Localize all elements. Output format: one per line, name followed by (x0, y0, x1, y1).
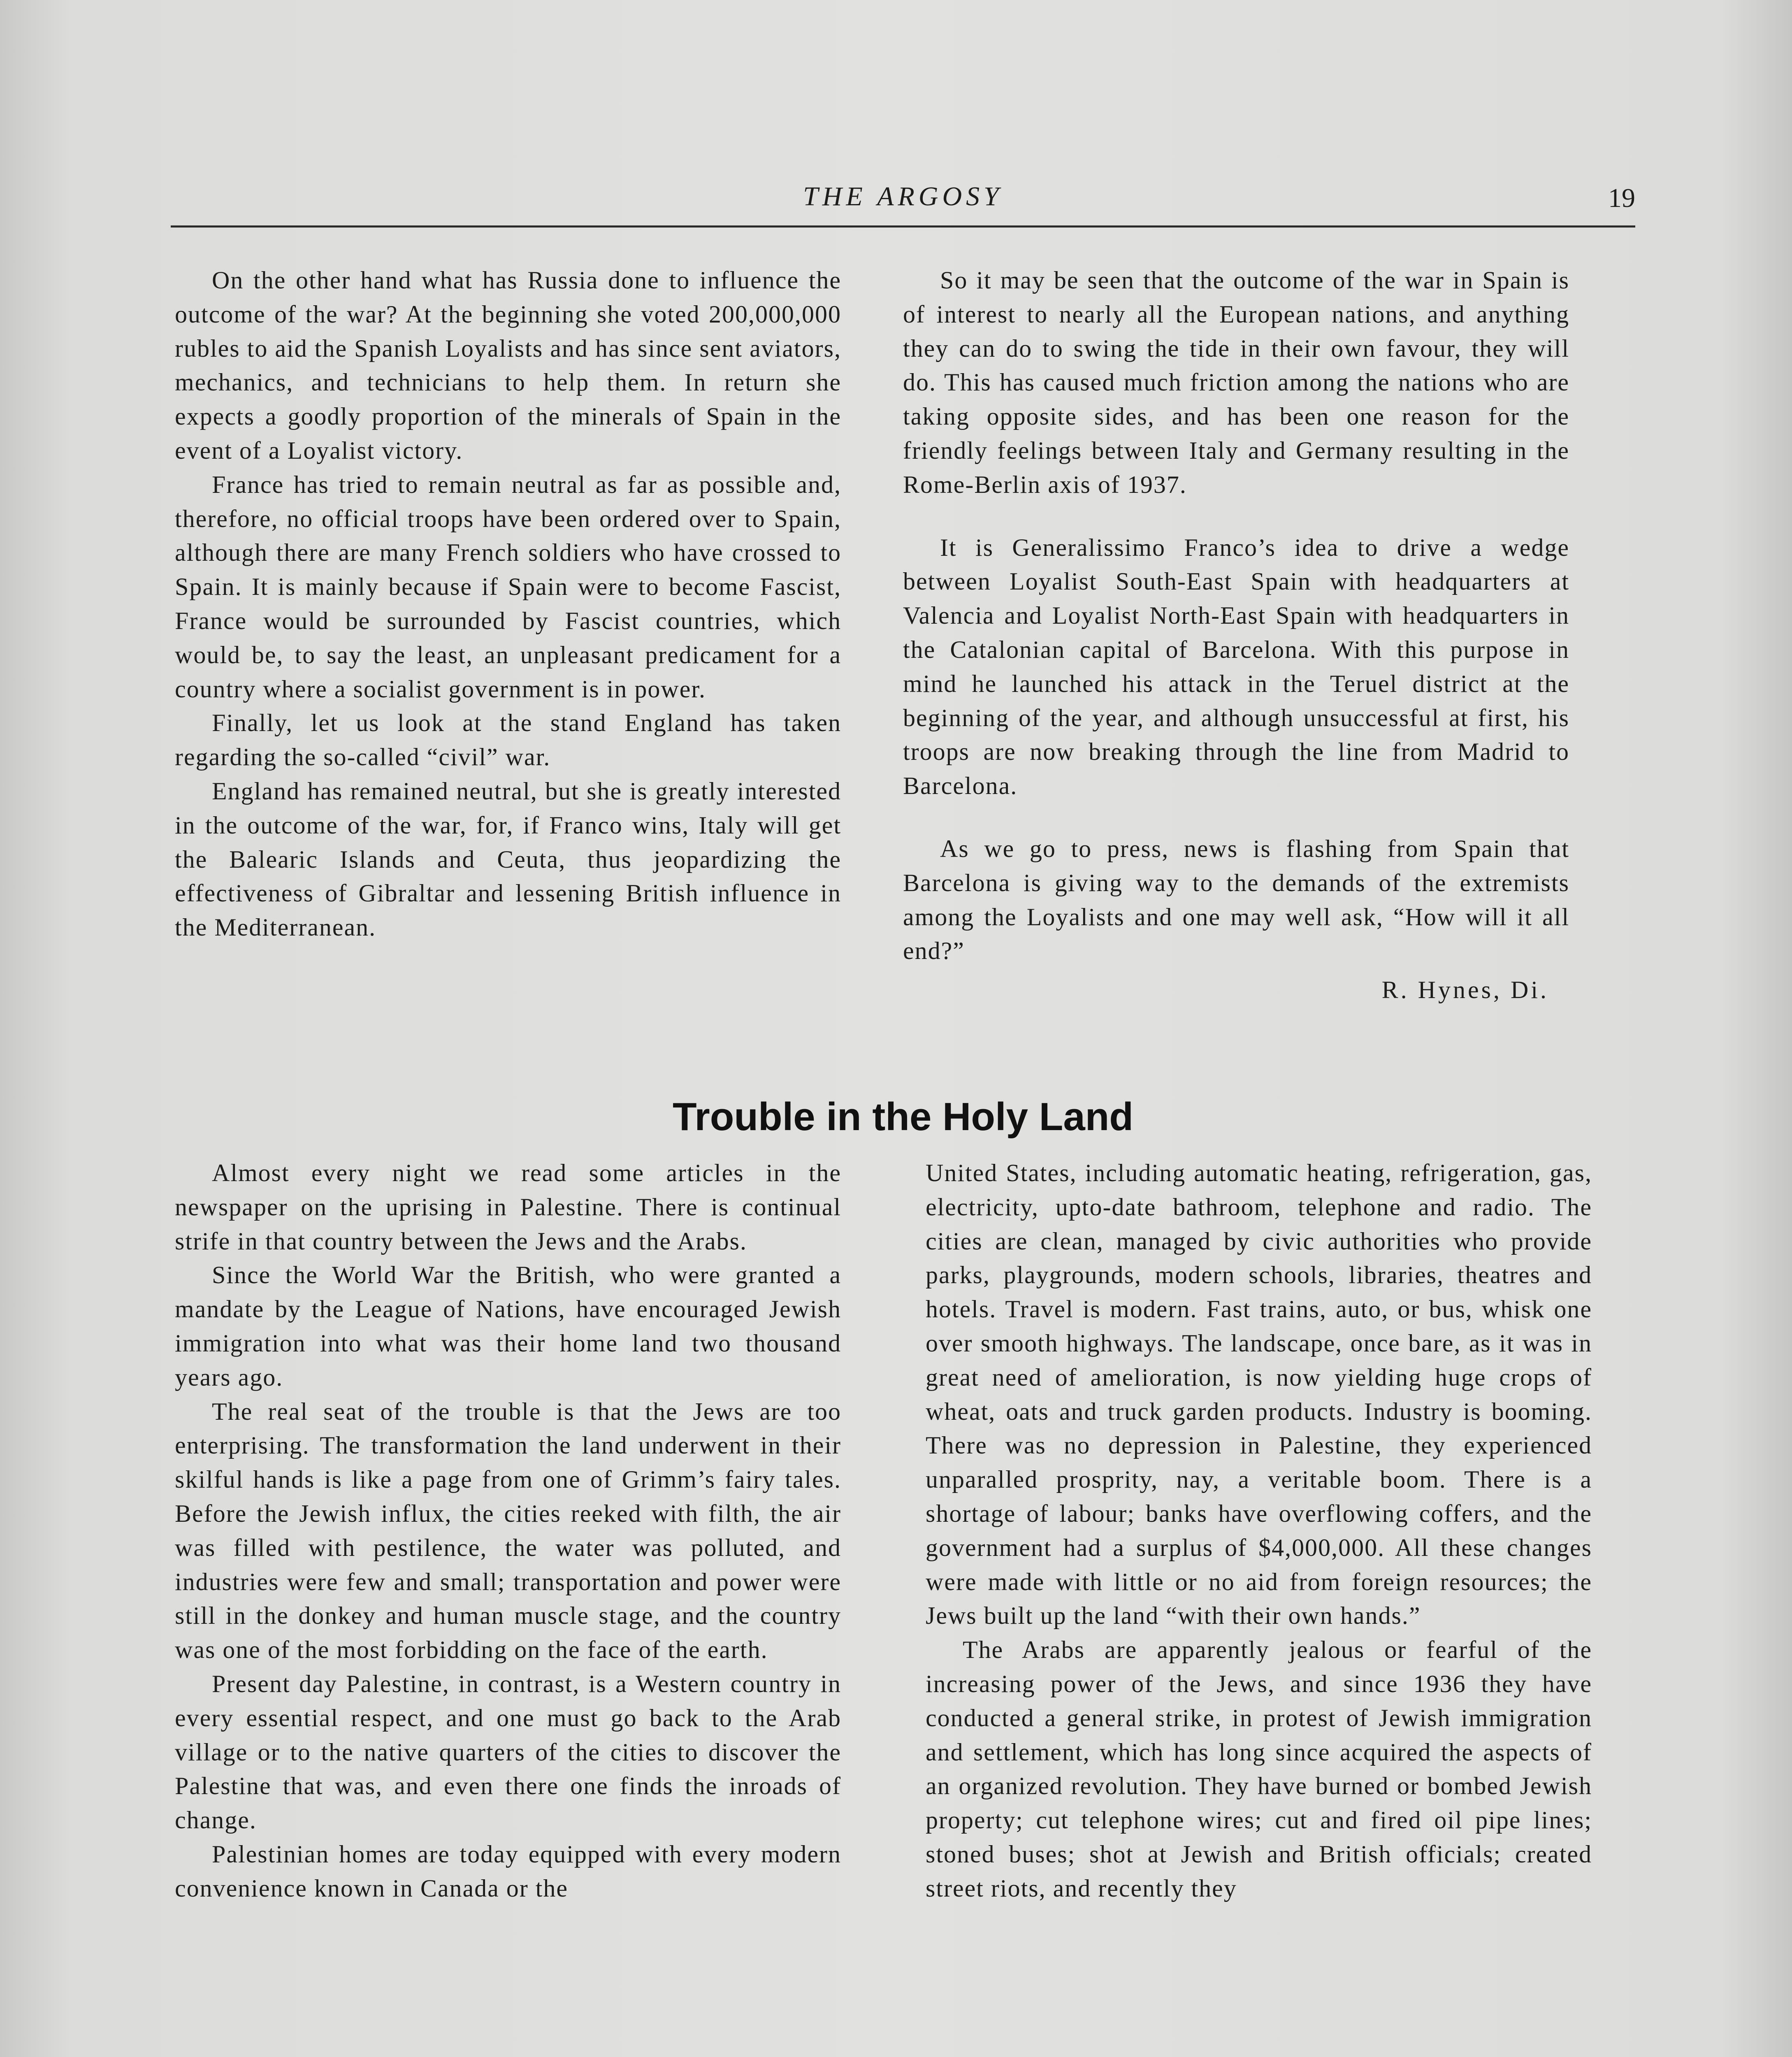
paragraph: On the other hand what has Russia done to influence the outcome of the war? At the beginning she voted 200,000,000 rubles to aid the Spanish Loyalists and has since sent aviators, mechanics, and technicians to help them. In return she expects a goodly proportion of the minerals of Spain in the event of a Loyalist victory. (175, 267, 841, 464)
page-number: 19 (1608, 183, 1635, 213)
header-rule (171, 225, 1635, 228)
paragraph: It is Generalissimo Franco’s idea to drive a wedge between Loyalist South-East Spain with headquarters at Valencia and Loyalist North-East Spain with headquarters in the Catalonian capital of Barcelona. With this purpose in mind he launched his attack in the Teruel district at the beginning of the year, and although unsuccessful at first, his troops are now breaking through the line from Madrid to Barcelona. (903, 534, 1569, 800)
paragraph: Almost every night we read some articles in the newspaper on the uprising in Palestine. There is continual strife in that country between the Jews and the Arabs. (175, 1159, 841, 1255)
paragraph: Finally, let us look at the stand England has taken regarding the so-called “civil” war. (175, 709, 841, 771)
paragraph: France has tried to remain neutral as far as possible and, therefore, no official troops have been ordered over to Spain, although there are many French soldiers who have crossed to Spain. It is mainly because if Spain were to become Fascist, France would be surrounded by Fascist countries, which would be, to say the least, an unpleasant predicament for a country where a socialist government is in power. (175, 471, 841, 703)
article1-right-column (903, 263, 1569, 1007)
paragraph: The real seat of the trouble is that the Jews are too enterprising. The transformation the land underwent in their skilful hands is like a page from one of Grimm’s fairy tales. Before the Jewish influx, the cities reeked with filth, the air was filled with pestilence, the water was polluted, and industries were few and small; transportation and power were still in the donkey and human muscle stage, and the country was one of the most forbidding on the face of the earth. (175, 1398, 841, 1664)
author-signature: R. Hynes, Di. (1381, 976, 1549, 1004)
paragraph: England has remained neutral, but she is greatly interested in the outcome of the war, for, if Franco wins, Italy will get the Balearic Islands and Ceuta, thus jeopardizing the effectiveness of Gibraltar and lessening British influence in the Mediterranean. (175, 777, 841, 941)
article2-right-column (926, 1156, 1592, 1906)
magazine-title: THE ARGOSY (803, 181, 1003, 211)
paragraph: Present day Palestine, in contrast, is a Western country in every essential respect, and one must go back to the Arab village or to the native quarters of the cities to discover the Palestine that was, and even there one finds the inroads of change. (175, 1670, 841, 1834)
paragraph: So it may be seen that the outcome of the war in Spain is of interest to nearly all the European nations, and anything they can do to swing the tide in their own favour, they will do. This has caused much friction among the nations who are taking opposite sides, and has been one reason for the friendly feelings between Italy and Germany resulting in the Rome-Berlin axis of 1937. (903, 267, 1569, 498)
article-title: Trouble in the Holy Land (672, 1095, 1134, 1139)
paragraph: United States, including automatic heating, refrigeration, gas, electricity, upto-date bathroom, telephone and radio. The cities are clean, managed by civic authorities who provide parks, playgrounds, modern schools, libraries, theatres and hotels. Travel is modern. Fast trains, auto, or bus, whisk one over smooth highways. The landscape, once bare, as it was in great need of amelioration, is now yielding huge crops of wheat, oats and truck garden products. Industry is booming. There was no depression in Palestine, they experienced unparalled prosprity, nay, a veritable boom. There is a shortage of labour; banks have overflowing coffers, and the government had a surplus of $4,000,000. All these changes were made with little or no aid from foreign resources; the Jews built up the land “with their own hands.” (926, 1159, 1592, 1630)
article1-left-column (175, 263, 841, 945)
running-header (171, 181, 1635, 222)
paragraph: As we go to press, news is flashing from Spain that Barcelona is giving way to the demands of the extremists among the Loyalists and one may well ask, “How will it all end?” (903, 835, 1569, 965)
article2-left-column (175, 1156, 841, 1906)
paragraph: Palestinian homes are today equipped with every modern convenience known in Canada or the (175, 1840, 841, 1902)
paragraph: The Arabs are apparently jealous or fearful of the increasing power of the Jews, and since 1936 they have conducted a general strike, in protest of Jewish immigration and settlement, which has long since acquired the aspects of an organized revolution. They have burned or bombed Jewish property; cut telephone wires; cut and fired oil pipe lines; stoned buses; shot at Jewish and British officials; created street riots, and recently they (926, 1636, 1592, 1902)
paragraph: Since the World War the British, who were granted a mandate by the League of Nations, have encouraged Jewish immigration into what was their home land two thousand years ago. (175, 1261, 841, 1391)
